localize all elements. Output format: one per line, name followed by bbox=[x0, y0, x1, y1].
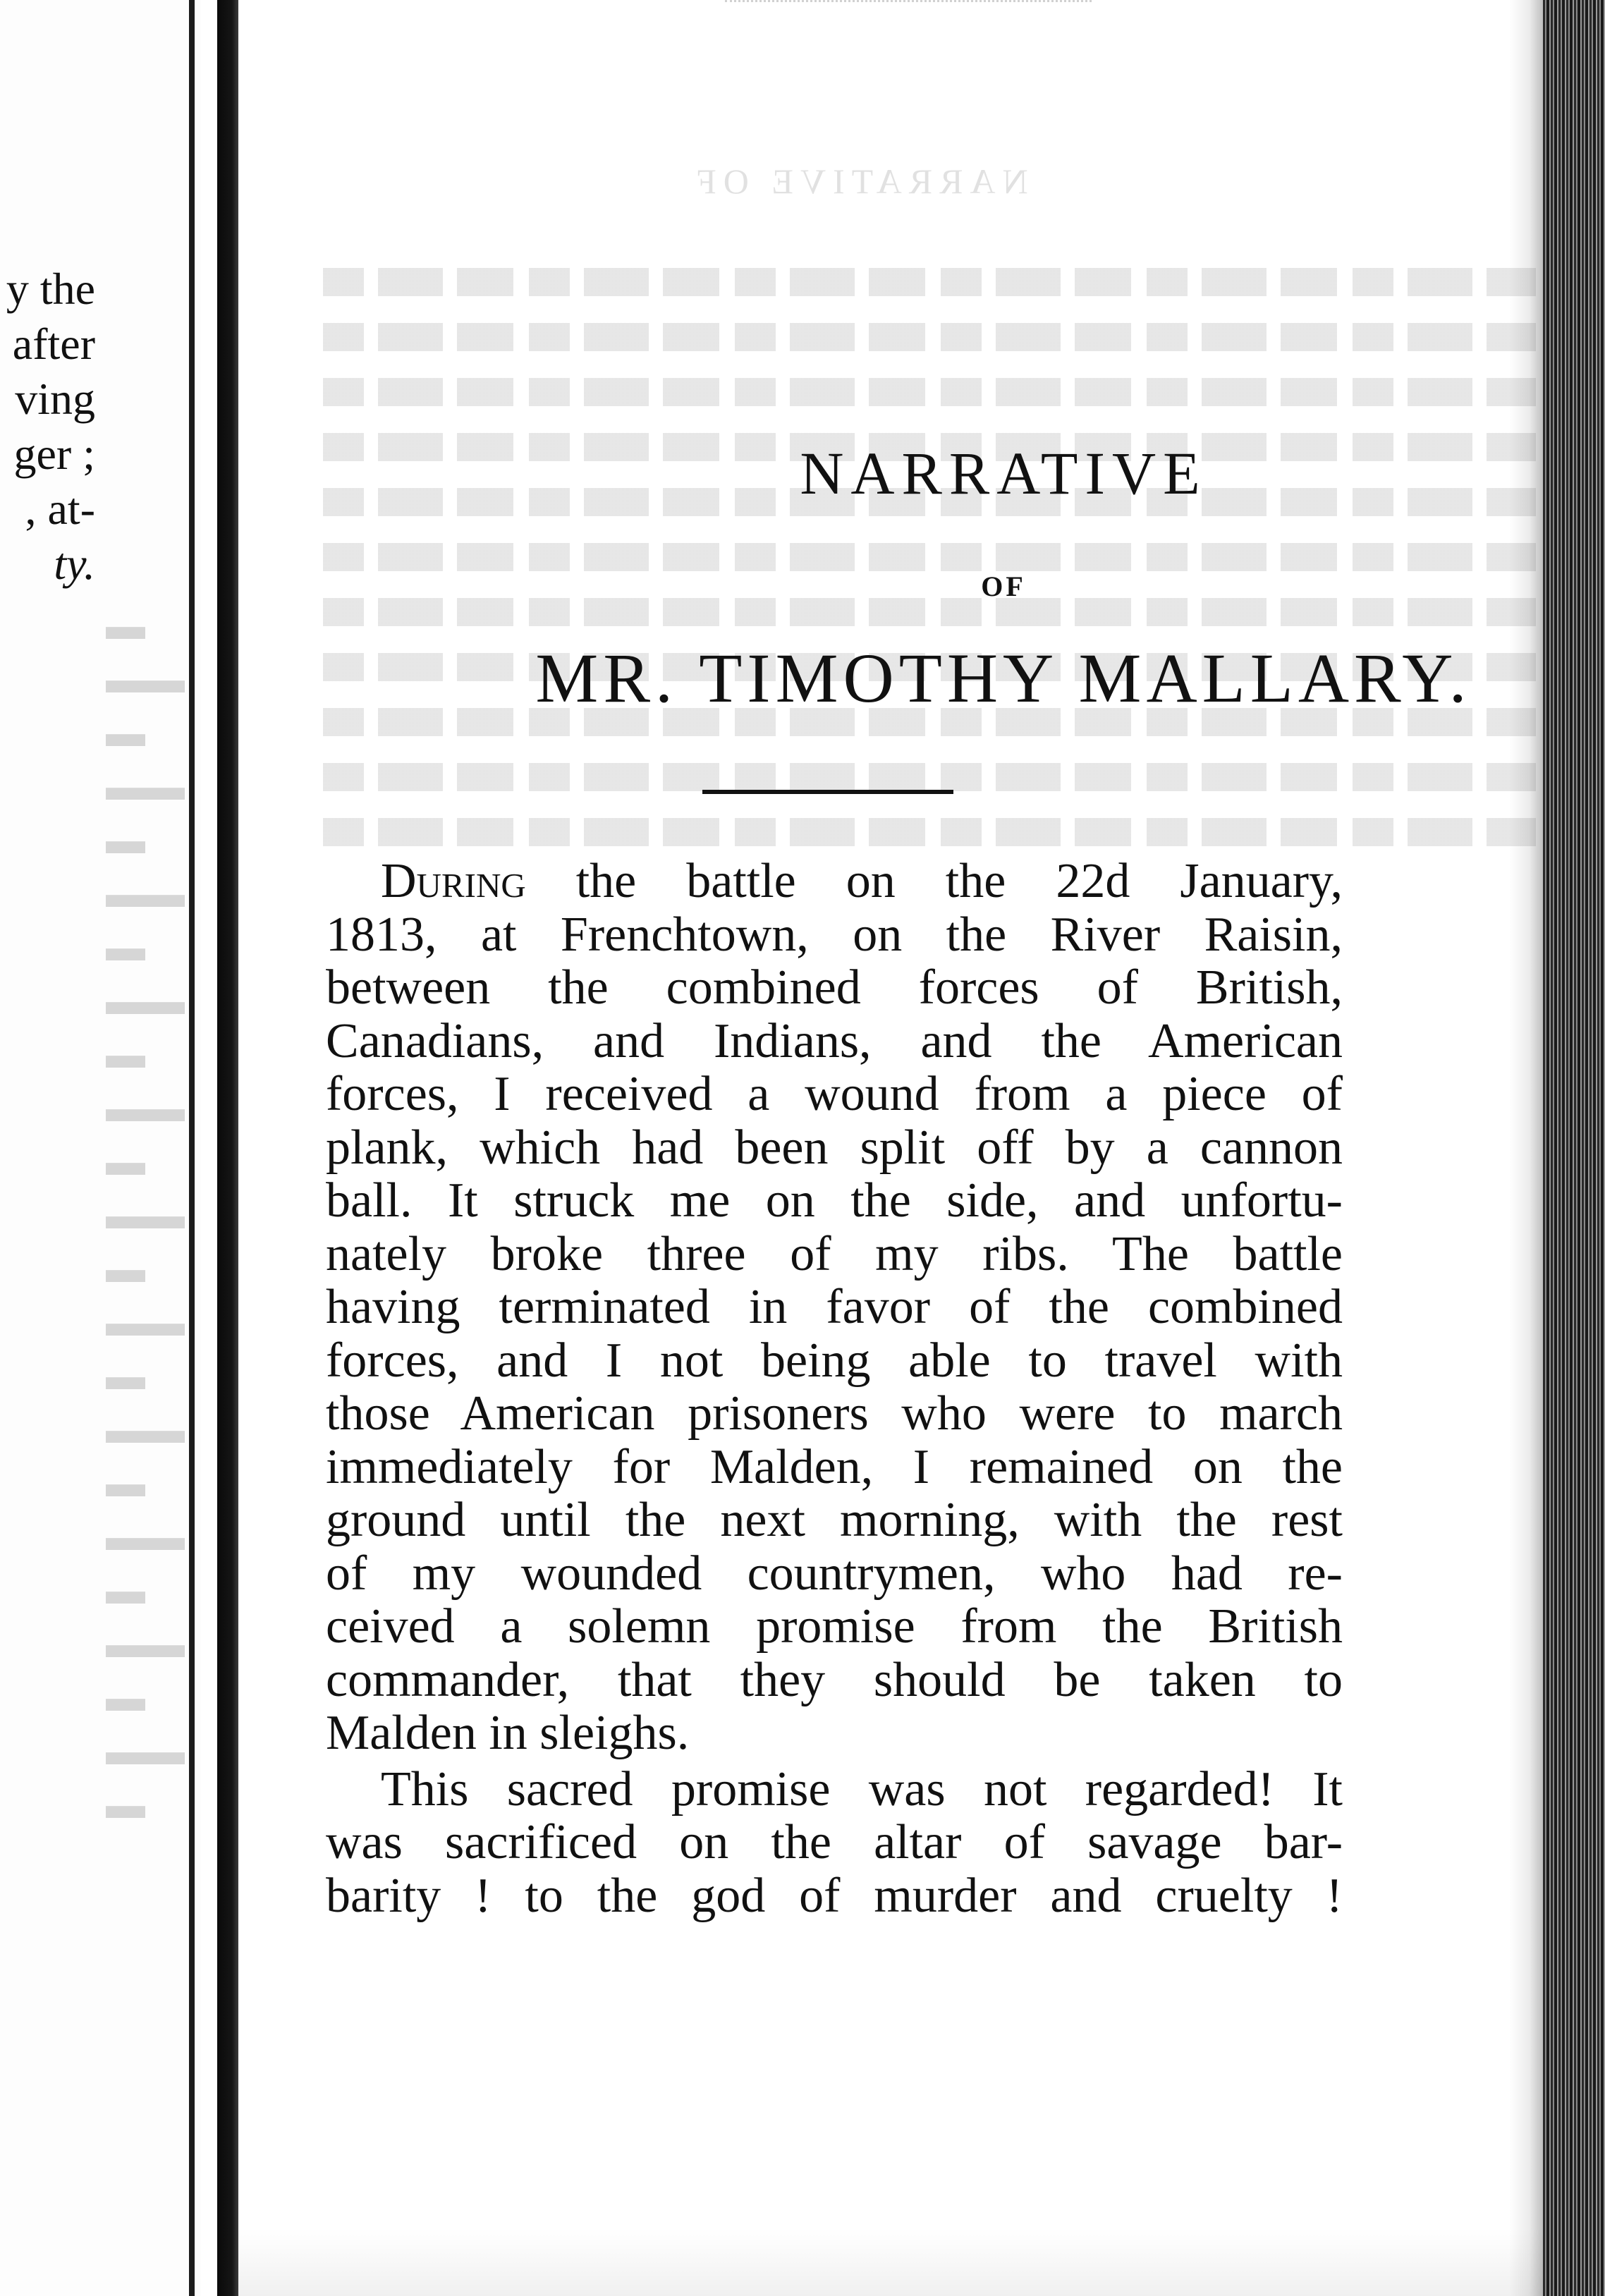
paragraph-1 bbox=[326, 855, 1343, 1760]
left-page-line: ving bbox=[15, 374, 95, 424]
text-line: barity ! to the god of murder and cruelty ! bbox=[326, 1868, 1343, 1923]
left-page-line: , at- bbox=[25, 484, 95, 534]
text-line: commander, that they should be taken to bbox=[326, 1652, 1343, 1707]
text-line: having terminated in favor of the combined bbox=[326, 1280, 1343, 1334]
text-line: 1813, at Frenchtown, on the River Raisin, bbox=[326, 907, 1343, 962]
page-edge-shadow bbox=[1509, 0, 1543, 2296]
title-of: OF bbox=[981, 570, 1026, 602]
text-line: was sacrificed on the altar of savage bar- bbox=[326, 1815, 1343, 1869]
text-line: During the battle on the 22d January, bbox=[381, 854, 1343, 908]
text-line: nately broke three of my ribs. The battle bbox=[326, 1226, 1343, 1281]
reverse-side-show-through: NARRATIVE OF bbox=[323, 141, 1536, 1692]
text-line: immediately for Malden, I remained on the bbox=[326, 1439, 1343, 1494]
text-line: Canadians, and Indians, and the American bbox=[326, 1013, 1343, 1068]
text-line: forces, and I not being able to travel with bbox=[326, 1333, 1343, 1388]
left-page-line: after bbox=[12, 319, 95, 369]
narrative-body bbox=[326, 855, 1343, 1922]
left-page-line: ty. bbox=[54, 539, 95, 589]
opening-word: During bbox=[381, 854, 526, 908]
paragraph-2 bbox=[326, 1763, 1343, 1923]
text-line: ball. It struck me on the side, and unfortu- bbox=[326, 1173, 1343, 1228]
text-line: between the combined forces of British, bbox=[326, 960, 1343, 1015]
text-line: those American prisoners who were to march bbox=[326, 1386, 1343, 1441]
page-bottom-shade bbox=[238, 2228, 1543, 2296]
title-rule bbox=[702, 790, 953, 794]
text-line: forces, I received a wound from a piece of bbox=[326, 1067, 1343, 1121]
top-edge-mark bbox=[725, 0, 1092, 26]
title-narrative: NARRATIVE bbox=[800, 439, 1207, 507]
title-name: MR. TIMOTHY MALLARY. bbox=[535, 639, 1472, 717]
text-line: This sacred promise was not regarded! It bbox=[381, 1761, 1343, 1816]
text-line: ground until the next morning, with the rest bbox=[326, 1493, 1343, 1547]
text-line: of my wounded countrymen, who had re- bbox=[326, 1546, 1343, 1601]
text-line: plank, which had been split off by a cannon bbox=[326, 1120, 1343, 1175]
show-through-text: ▬ ▬▬ ▬ ▬▬ ▬ ▬▬ ▬ ▬▬ ▬ ▬▬ ▬ ▬▬ ▬ ▬▬ ▬ ▬▬ ▬ ▬▬ ▬ ▬▬ ▬ ▬▬ ▬ bbox=[106, 606, 185, 1827]
text-line: Malden in sleighs. bbox=[326, 1706, 690, 1760]
gutter-shadow bbox=[217, 0, 238, 2296]
previous-page-fragment bbox=[0, 0, 201, 2296]
text-line: ceived a solemn promise from the British bbox=[326, 1599, 1343, 1654]
gutter-shadow-left bbox=[189, 0, 195, 2296]
book-block-edge bbox=[1543, 0, 1605, 2296]
left-page-line: y the bbox=[6, 264, 95, 314]
left-page-line: ger ; bbox=[13, 429, 95, 479]
